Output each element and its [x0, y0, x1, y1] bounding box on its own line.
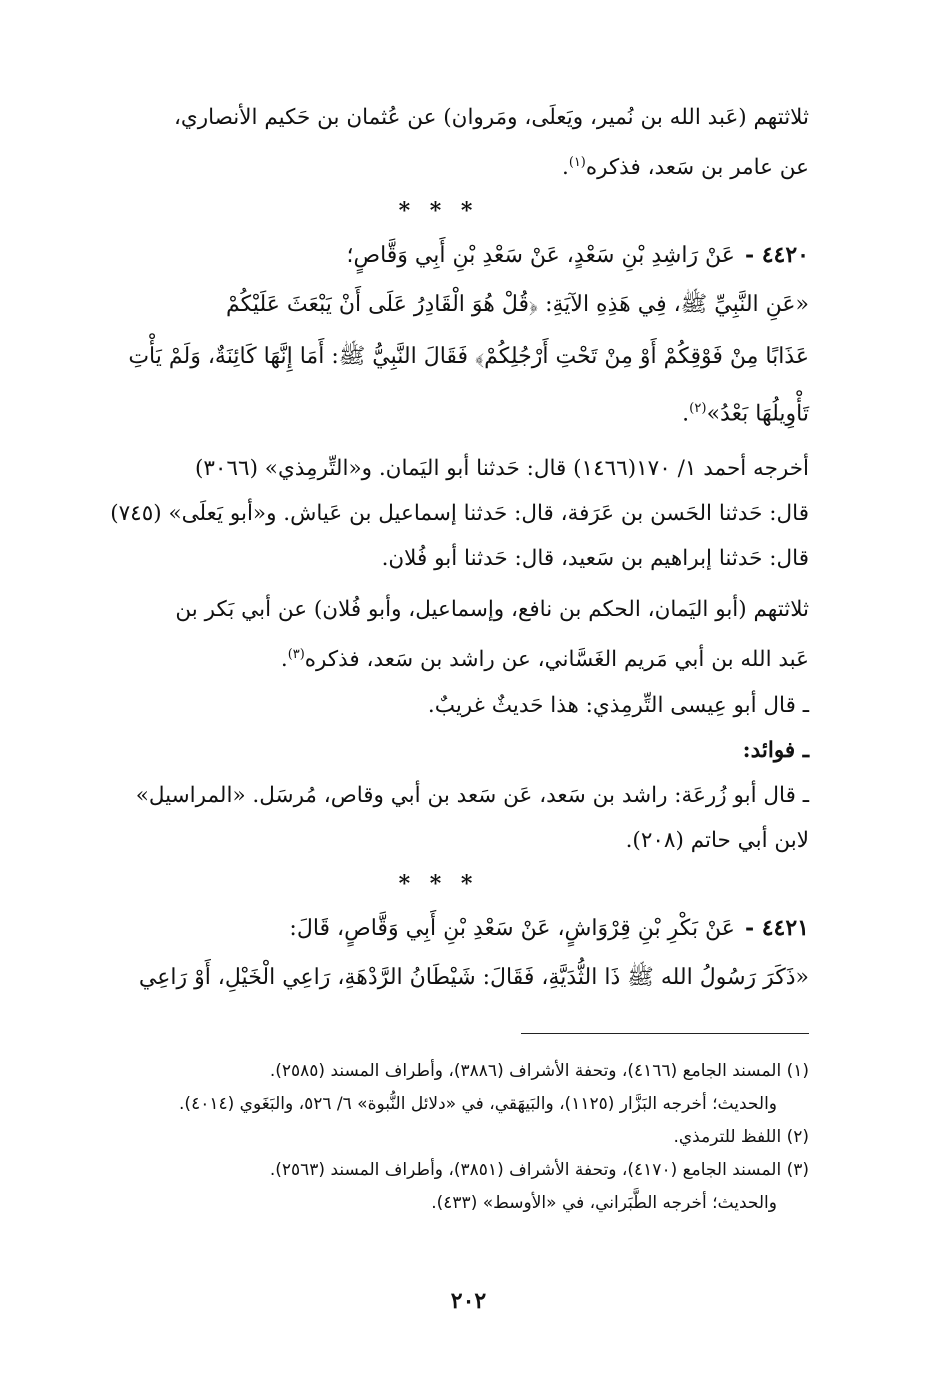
section-separator: * * *	[398, 198, 479, 225]
takhrij-line: أخرجه أحمد ١/ ١٧٠(١٤٦٦) قال: حَدثنا أبو اليَمان. و«التِّرمِذي» (٣٠٦٦)	[194, 456, 809, 482]
page-number: ٢٠٢	[450, 1288, 487, 1314]
takhrij-line: قال: حَدثنا الحَسن بن عَرَفة، قال: حَدثنا إسماعيل بن عَياش. و«أبو يَعلَى» (٧٤٥)	[110, 501, 809, 527]
hadith-number: ٤٤٢١ -	[744, 914, 809, 941]
chain-line: عَبد الله بن أبي مَريم الغَسَّاني، عن راشد بن سَعد، فذكره$^{(٣)}$.	[280, 647, 809, 673]
footnote: (١) المسند الجامع (٤١٦٦)، وتحفة الأشراف (٣٨٨٦)، وأطراف المسند (٢٥٨٥).	[269, 1061, 809, 1081]
abu-zurah-note: ـ قال أبو زُرعَة: راشد بن سَعد، عَن سَعد بن أبي وقاص، مُرسَل. «المراسيل»	[135, 782, 809, 808]
hadith-isnad: عَنْ بَكْرِ بْنِ قِرْوَاشٍ، عَنْ سَعْدِ بْنِ أَبِي وَقَّاصٍ، قَالَ:	[289, 915, 735, 941]
main-text	[68, 95, 809, 1004]
hadith-matn-line: تَأْوِيلُهَا بَعْدُ»$^{(٢)}$.	[682, 401, 809, 427]
footnote: والحديث؛ أخرجه الطَّبَراني، في «الأوسط» (٤٣٣).	[431, 1193, 777, 1213]
continuation-line-1: ثلاثتهم (عَبد الله بن نُمير، ويَعلَى، ومَروان) عن عُثمان بن حَكيم الأنصاري،	[173, 105, 809, 130]
footnote-ref-2[interactable]: (٢)	[689, 401, 707, 417]
section-separator: * * *	[398, 870, 479, 897]
abu-zurah-note: لابن أبي حاتم (٢٠٨).	[625, 827, 809, 853]
hadith-number: ٤٤٢٠ -	[744, 242, 809, 269]
footnotes	[68, 1055, 809, 1220]
hadith-matn-line: «عَنِ النَّبِيِّ ﷺ، فِي هَذِهِ الآيَةِ: ﴿قُلْ هُوَ الْقَادِرُ عَلَى أَنْ يَبْعَثَ عَلَيْكُمْ	[226, 292, 809, 318]
footnote-ref-1[interactable]: (١)	[568, 155, 586, 170]
hadith-4421-header	[68, 905, 809, 952]
footnote: والحديث؛ أخرجه البَزَّار (١١٢٥)، والبَيهَقي، في «دلائل النُّبوة» ٦/ ٥٢٦، والبَغَوي (٤٠١٤).	[179, 1094, 777, 1114]
hadith-isnad: عَنْ رَاشِدِ بْنِ سَعْدٍ، عَنْ سَعْدِ بْنِ أَبِي وَقَّاصٍ؛	[346, 243, 735, 269]
chain-line: ثلاثتهم (أبو اليَمان، الحكم بن نافع، وإسماعيل، وأبو فُلان) عن أبي بَكر بن	[175, 597, 809, 623]
footnote-ref-3[interactable]: (٣)	[287, 647, 305, 663]
continuation-line-2: عن عامر بن سَعد، فذكره$^{(١)}$.	[561, 155, 809, 181]
hadith-matn-line: «ذَكَرَ رَسُولُ الله ﷺ ذَا الثُّدَيَّةِ، فَقَالَ: شَيْطَانُ الرَّدْهَةِ، رَاعِي الْخَيْلِ، أَوْ رَاعِي	[138, 964, 809, 990]
fawaid-label: ـ فوائد:	[742, 737, 809, 763]
footnote: (٣) المسند الجامع (٤١٧٠)، وتحفة الأشراف (٣٨٥١)، وأطراف المسند (٢٥٦٣).	[269, 1160, 809, 1180]
takhrij-line: قال: حَدثنا إبراهيم بن سَعيد، قال: حَدثنا أبو فُلان.	[381, 546, 809, 572]
hadith-matn-line: عَذَابًا مِنْ فَوْقِكُمْ أَوْ مِنْ تَحْتِ أَرْجُلِكُمْ﴾ فَقَالَ النَّبِيُّ ﷺ: أَمَا إِنَّهَا كَائِنَةٌ، وَلَمْ يَأْتِ	[128, 344, 809, 370]
hadith-4420-header	[68, 232, 809, 279]
footnote: (٢) اللفظ للترمذي.	[673, 1127, 809, 1147]
footnote-divider	[521, 1033, 809, 1034]
tirmidhi-note: ـ قال أبو عِيسى التِّرمِذي: هذا حَديثٌ غريبٌ.	[427, 692, 809, 718]
